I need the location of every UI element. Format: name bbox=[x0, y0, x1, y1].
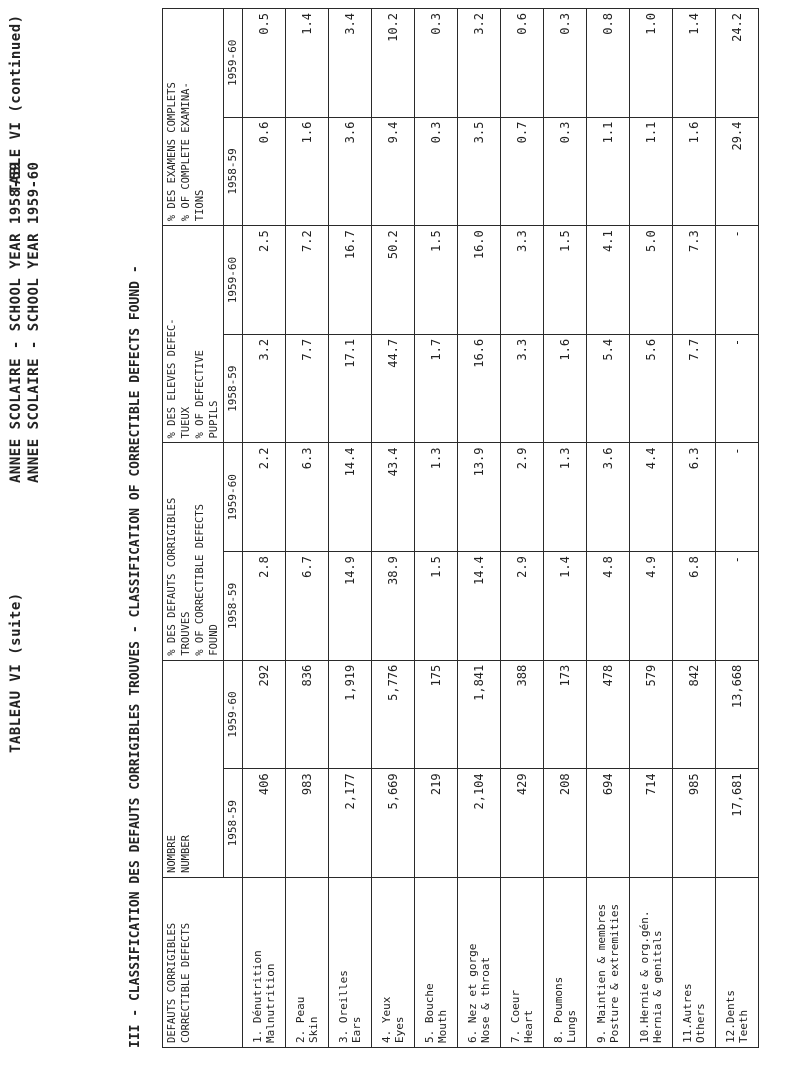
cell-p59: 1.5 bbox=[415, 226, 458, 335]
row-label-line: 11.Autres bbox=[681, 983, 694, 1043]
table-row bbox=[243, 9, 286, 1048]
cell-p59: 5.0 bbox=[630, 226, 673, 335]
cell-e59: 0.5 bbox=[243, 9, 286, 118]
cell-p58: 3.3 bbox=[501, 334, 544, 443]
header-pct-pupils: % DES ELEVES DEFEC- TUEUX % OF DEFECTIVE PUPILS bbox=[163, 226, 224, 443]
cell-p59: 7.2 bbox=[286, 226, 329, 335]
cell-p58: 44.7 bbox=[372, 334, 415, 443]
row-label-line: Eyes bbox=[393, 1016, 406, 1043]
cell-e59: 24.2 bbox=[716, 9, 759, 118]
cell-n58: 985 bbox=[673, 769, 716, 878]
table-row bbox=[587, 9, 630, 1048]
cell-p59: 50.2 bbox=[372, 226, 415, 335]
cell-e58: 0.3 bbox=[415, 117, 458, 226]
table-row bbox=[415, 9, 458, 1048]
cell-p59: 3.3 bbox=[501, 226, 544, 335]
row-label bbox=[286, 878, 329, 1048]
cell-n58: 694 bbox=[587, 769, 630, 878]
row-label-line: 5. Bouche bbox=[423, 983, 436, 1043]
cell-n59: 1,841 bbox=[458, 660, 501, 769]
cell-n58: 208 bbox=[544, 769, 587, 878]
table-body bbox=[243, 9, 759, 1048]
cell-d59: 2.9 bbox=[501, 443, 544, 552]
row-label bbox=[372, 878, 415, 1048]
row-label-line: Skin bbox=[307, 1016, 320, 1043]
year-header: 1959-60 bbox=[224, 443, 243, 552]
cell-p59: 16.7 bbox=[329, 226, 372, 335]
cell-e58: 0.7 bbox=[501, 117, 544, 226]
cell-d58: 2.8 bbox=[243, 552, 286, 661]
row-label-line: Others bbox=[694, 1003, 707, 1043]
cell-p58: 5.6 bbox=[630, 334, 673, 443]
cell-d59: 2.2 bbox=[243, 443, 286, 552]
row-label bbox=[501, 878, 544, 1048]
cell-d58: 6.8 bbox=[673, 552, 716, 661]
table-row bbox=[501, 9, 544, 1048]
cell-n59: 13,668 bbox=[716, 660, 759, 769]
cell-d58: 1.4 bbox=[544, 552, 587, 661]
row-label-line: Heart bbox=[522, 1009, 535, 1043]
cell-d58: 4.9 bbox=[630, 552, 673, 661]
cell-e58: 29.4 bbox=[716, 117, 759, 226]
cell-p58: 1.6 bbox=[544, 334, 587, 443]
cell-d58: - bbox=[716, 552, 759, 661]
year-header: 1959-60 bbox=[224, 226, 243, 335]
cell-e59: 0.3 bbox=[544, 9, 587, 118]
cell-p58: 16.6 bbox=[458, 334, 501, 443]
cell-e59: 0.3 bbox=[415, 9, 458, 118]
cell-d58: 2.9 bbox=[501, 552, 544, 661]
cell-d58: 6.7 bbox=[286, 552, 329, 661]
row-label-line: 8. Poumons bbox=[552, 976, 565, 1043]
cell-n58: 2,104 bbox=[458, 769, 501, 878]
row-label-line: 7. Coeur bbox=[509, 990, 522, 1043]
row-label-line: Posture & extremities bbox=[608, 903, 621, 1043]
cell-d58: 4.8 bbox=[587, 552, 630, 661]
cell-p59: 7.3 bbox=[673, 226, 716, 335]
row-label-line: Nose & throat bbox=[479, 956, 492, 1043]
cell-e58: 1.6 bbox=[673, 117, 716, 226]
row-label bbox=[673, 878, 716, 1048]
title-table-en: TABLE VI (continued) bbox=[8, 14, 24, 193]
row-label-line: 4. Yeux bbox=[380, 996, 393, 1043]
cell-p58: 1.7 bbox=[415, 334, 458, 443]
cell-e58: 3.5 bbox=[458, 117, 501, 226]
row-label-line: Malnutrition bbox=[264, 963, 277, 1043]
cell-d59: 14.4 bbox=[329, 443, 372, 552]
header-defects: DEFAUTS CORRIGIBLES CORRECTIBLE DEFECTS bbox=[163, 878, 243, 1048]
header-row-group bbox=[163, 9, 224, 1048]
table-row bbox=[716, 9, 759, 1048]
header-pct-exams: % DES EXAMENS COMPLETS % OF COMPLETE EXAMINA- TIONS bbox=[163, 9, 224, 226]
row-label bbox=[415, 878, 458, 1048]
cell-p59: 4.1 bbox=[587, 226, 630, 335]
cell-d59: 4.4 bbox=[630, 443, 673, 552]
row-label bbox=[630, 878, 673, 1048]
cell-n59: 478 bbox=[587, 660, 630, 769]
table-row bbox=[544, 9, 587, 1048]
table-row bbox=[673, 9, 716, 1048]
cell-e58: 9.4 bbox=[372, 117, 415, 226]
cell-n58: 5,669 bbox=[372, 769, 415, 878]
row-label bbox=[329, 878, 372, 1048]
cell-d58: 38.9 bbox=[372, 552, 415, 661]
cell-e59: 1.4 bbox=[673, 9, 716, 118]
cell-n58: 429 bbox=[501, 769, 544, 878]
row-label bbox=[716, 878, 759, 1048]
cell-d59: - bbox=[716, 443, 759, 552]
year-header: 1959-60 bbox=[224, 9, 243, 118]
row-label-line: Ears bbox=[350, 1016, 363, 1043]
cell-e58: 0.6 bbox=[243, 117, 286, 226]
cell-e58: 0.3 bbox=[544, 117, 587, 226]
row-label-line: Lungs bbox=[565, 1009, 578, 1043]
cell-e59: 0.6 bbox=[501, 9, 544, 118]
cell-d59: 3.6 bbox=[587, 443, 630, 552]
row-label bbox=[544, 878, 587, 1048]
cell-d58: 14.9 bbox=[329, 552, 372, 661]
cell-p58: 3.2 bbox=[243, 334, 286, 443]
year-header: 1959-60 bbox=[224, 660, 243, 769]
cell-n59: 1,919 bbox=[329, 660, 372, 769]
cell-p58: 17.1 bbox=[329, 334, 372, 443]
cell-e58: 1.1 bbox=[587, 117, 630, 226]
cell-n58: 2,177 bbox=[329, 769, 372, 878]
cell-p59: 1.5 bbox=[544, 226, 587, 335]
row-label-line: 1. Dénutrition bbox=[251, 950, 264, 1043]
row-label-line: 2. Peau bbox=[294, 996, 307, 1043]
cell-p59: 2.5 bbox=[243, 226, 286, 335]
year-header: 1958-59 bbox=[224, 334, 243, 443]
table-row bbox=[372, 9, 415, 1048]
cell-p59: 16.0 bbox=[458, 226, 501, 335]
cell-n59: 388 bbox=[501, 660, 544, 769]
cell-d59: 1.3 bbox=[415, 443, 458, 552]
cell-p58: 7.7 bbox=[286, 334, 329, 443]
title-annee-1: ANNEE SCOLAIRE - SCHOOL YEAR 1958-59 bbox=[8, 161, 24, 483]
cell-e58: 1.1 bbox=[630, 117, 673, 226]
year-header: 1958-59 bbox=[224, 552, 243, 661]
row-label-line: 6. Nez et gorge bbox=[466, 943, 479, 1043]
cell-d59: 43.4 bbox=[372, 443, 415, 552]
header-pct-defects: % DES DEFAUTS CORRIGIBLES TROUVES % OF CORRECTIBLE DEFECTS FOUND bbox=[163, 443, 224, 660]
defects-table bbox=[162, 8, 759, 1048]
cell-p59: - bbox=[716, 226, 759, 335]
cell-e59: 3.2 bbox=[458, 9, 501, 118]
row-label-line: 9. Maintien & membres bbox=[595, 903, 608, 1043]
header-number: NOMBRE NUMBER bbox=[163, 660, 224, 877]
table-row bbox=[458, 9, 501, 1048]
cell-n58: 714 bbox=[630, 769, 673, 878]
cell-e59: 10.2 bbox=[372, 9, 415, 118]
section-caption: III - CLASSIFICATION DES DEFAUTS CORRIGIBLES TROUVES - CLASSIFICATION OF CORRECTIBLE DEFECTS FOUND - bbox=[128, 265, 143, 1048]
row-label-line: Teeth bbox=[737, 1009, 750, 1043]
title-annee-2: ANNEE SCOLAIRE - SCHOOL YEAR 1959-60 bbox=[26, 161, 42, 483]
cell-e58: 1.6 bbox=[286, 117, 329, 226]
cell-n59: 5,776 bbox=[372, 660, 415, 769]
cell-e59: 0.8 bbox=[587, 9, 630, 118]
row-label-line: 3. Oreilles bbox=[337, 970, 350, 1043]
cell-n58: 983 bbox=[286, 769, 329, 878]
cell-p58: 7.7 bbox=[673, 334, 716, 443]
row-label bbox=[587, 878, 630, 1048]
cell-n58: 406 bbox=[243, 769, 286, 878]
row-label bbox=[458, 878, 501, 1048]
year-header: 1958-59 bbox=[224, 769, 243, 878]
row-label bbox=[243, 878, 286, 1048]
cell-d58: 14.4 bbox=[458, 552, 501, 661]
row-label-line: 10.Hernie & org.gén. bbox=[638, 910, 651, 1043]
title-tableau: TABLEAU VI (suite) bbox=[8, 592, 24, 753]
table-row bbox=[630, 9, 673, 1048]
year-header: 1958-59 bbox=[224, 117, 243, 226]
cell-n59: 579 bbox=[630, 660, 673, 769]
table-row bbox=[329, 9, 372, 1048]
cell-d59: 6.3 bbox=[286, 443, 329, 552]
row-label-line: Hernia & genitals bbox=[651, 930, 664, 1043]
cell-e59: 1.4 bbox=[286, 9, 329, 118]
cell-n58: 17,681 bbox=[716, 769, 759, 878]
table-row bbox=[286, 9, 329, 1048]
cell-e59: 1.0 bbox=[630, 9, 673, 118]
cell-n58: 219 bbox=[415, 769, 458, 878]
cell-d58: 1.5 bbox=[415, 552, 458, 661]
cell-e59: 3.4 bbox=[329, 9, 372, 118]
cell-n59: 292 bbox=[243, 660, 286, 769]
cell-n59: 175 bbox=[415, 660, 458, 769]
cell-p58: 5.4 bbox=[587, 334, 630, 443]
cell-n59: 836 bbox=[286, 660, 329, 769]
row-label-line: 12.Dents bbox=[724, 990, 737, 1043]
cell-d59: 1.3 bbox=[544, 443, 587, 552]
cell-n59: 173 bbox=[544, 660, 587, 769]
row-label-line: Mouth bbox=[436, 1009, 449, 1043]
cell-d59: 6.3 bbox=[673, 443, 716, 552]
cell-d59: 13.9 bbox=[458, 443, 501, 552]
cell-n59: 842 bbox=[673, 660, 716, 769]
cell-p58: - bbox=[716, 334, 759, 443]
cell-e58: 3.6 bbox=[329, 117, 372, 226]
